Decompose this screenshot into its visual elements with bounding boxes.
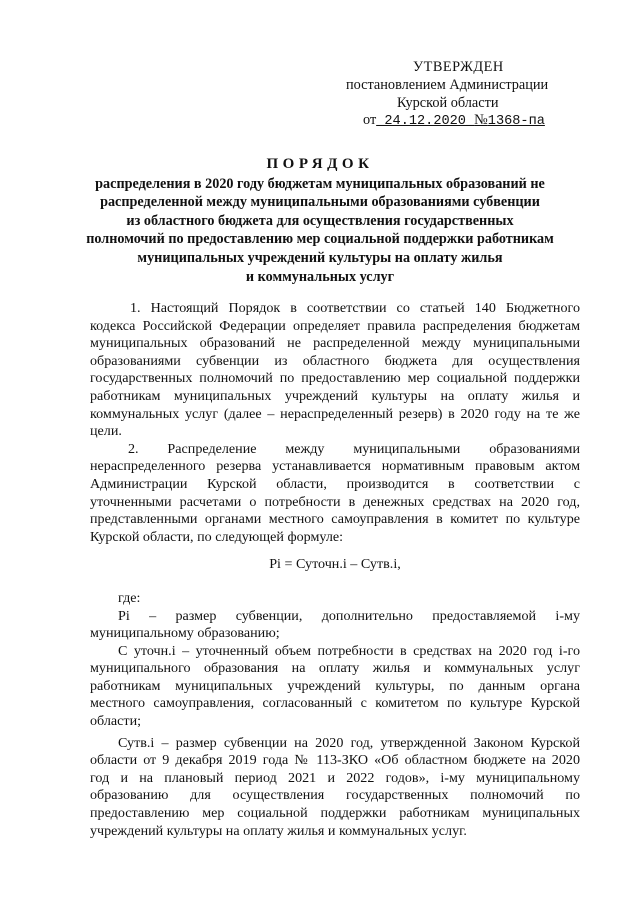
definition-c-utv	[90, 735, 580, 841]
text-line: работникам муниципальных учреждений культуры на оплату жилья и	[90, 387, 580, 404]
text-line: муниципальному образованию;	[90, 625, 280, 642]
text-line: год и на плановый период 2021 и 2022 годов», i-му муниципальному	[90, 769, 580, 786]
heading-line: полномочий по предоставлению мер социальной поддержки работникам	[86, 231, 554, 248]
approval-prefix: от	[363, 112, 377, 128]
paragraph-1	[90, 300, 580, 441]
formula: Pi = Суточн.i – Сутв.i,	[269, 556, 401, 573]
document-body	[90, 300, 580, 840]
approval-number-sign: №	[474, 112, 488, 128]
heading-line: из областного бюджета для осуществления государственных	[126, 212, 514, 229]
approval-number: 1368-па	[487, 114, 545, 129]
text-line: предоставлению мер социальной поддержки работникам муниципальных	[90, 805, 580, 822]
text-line: области от 9 декабря 2019 года № 113-ЗКО «Об областном бюджете на 2020	[90, 752, 580, 769]
approval-title: УТВЕРЖДЕН	[413, 59, 504, 75]
text-line: муниципального образования на оплату жилья и коммунальных услуг	[90, 660, 580, 677]
text-line: коммунальных услуг (далее – нераспределенный резерв) в 2020 году на те же	[90, 405, 580, 422]
approval-line-1: постановлением Администрации	[346, 77, 549, 93]
text-line: государственных полномочий по предоставлению мер социальной поддержки	[90, 370, 580, 387]
text-line: муниципальных образований не распределенной между муниципальными	[90, 335, 580, 352]
text-line: работникам муниципальных учреждений культуры, по данным органа	[90, 677, 580, 694]
heading-line: и коммунальных услуг	[245, 268, 395, 285]
text-line: 2. Распределение между муниципальными образованиями	[128, 440, 580, 457]
text-line: области;	[90, 713, 142, 730]
text-line: С уточн.i – уточненный объем потребности в средствах на 2020 год i-го	[118, 642, 580, 659]
text-line: Курской области, по следующей формуле:	[90, 528, 344, 545]
heading-line: распределения в 2020 году бюджетам муниципальных образований не	[95, 175, 545, 192]
approval-date: _24.12.2020_	[376, 114, 475, 129]
heading-line: распределенной между муниципальными образованиями субвенции	[100, 194, 540, 211]
text-line: 1. Настоящий Порядок в соответствии со статьей 140 Бюджетного	[130, 300, 580, 316]
document-title: ПОРЯДОК	[266, 156, 374, 172]
text-line: Сутв.i – размер субвенции на 2020 год, утвержденной Законом Курской	[118, 734, 580, 751]
text-line: кодекса Российской Федерации определяет правила распределения бюджетам	[90, 317, 580, 334]
text-line: Pi – размер субвенции, дополнительно предоставляемой i-му	[118, 607, 580, 624]
text-line: образованию для осуществления государственных полномочий по	[90, 787, 580, 804]
text-line: цели.	[90, 423, 122, 440]
definition-c-utoch	[90, 643, 580, 731]
definition-p	[90, 608, 580, 643]
paragraph-2	[90, 441, 580, 547]
document-heading	[70, 155, 570, 286]
approval-line-2: Курской области	[397, 95, 499, 111]
approval-date-number	[363, 111, 545, 131]
text-line: представленными органами местного самоуправления в комитет по культуре	[90, 511, 580, 528]
text-line: местного самоуправления, согласованный с комитетом по культуре Курской	[90, 695, 580, 712]
text-line: нераспределенного резерва устанавливается нормативным правовым актом	[90, 458, 580, 475]
text-line: учреждений культуры на оплату жилья и коммунальных услуг.	[90, 822, 467, 839]
where-label: где:	[118, 589, 141, 606]
text-line: уточненными расчетами о потребности в денежных средствах на 2020 год,	[90, 493, 580, 510]
text-line: образованиями субвенции из областного бюджета для осуществления	[90, 352, 580, 369]
text-line: Администрации Курской области, производится в соответствии с	[90, 475, 580, 492]
heading-line: муниципальных учреждений культуры на оплату жилья	[137, 249, 503, 266]
